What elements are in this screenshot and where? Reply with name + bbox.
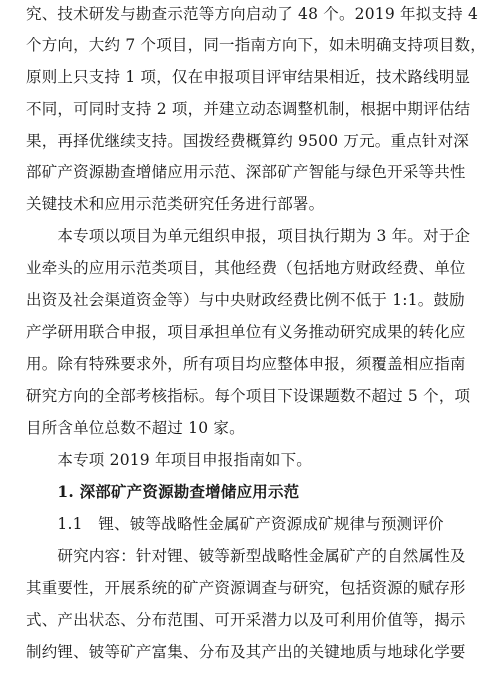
text-line: 用。除有特殊要求外，所有项目均应整体申报，须覆盖相应指南 bbox=[26, 355, 466, 373]
text-line: 产学研用联合申报，项目承担单位有义务推动研究成果的转化应 bbox=[26, 323, 466, 341]
text-line: 个方向，大约 7 个项目，同一指南方向下，如未明确支持项目数， bbox=[26, 36, 486, 54]
text-line: 不同，可同时支持 2 项，并建立动态调整机制，根据中期评估结 bbox=[26, 100, 471, 118]
text-line: 出资及社会渠道资金等）与中央财政经费比例不低于 1:1。鼓励 bbox=[26, 291, 465, 309]
text-line: 研究方向的全部考核指标。每个项目下设课题数不超过 5 个，项 bbox=[26, 387, 471, 405]
subsection-heading: 1.1 锂、铍等战略性金属矿产资源成矿规律与预测评价 bbox=[26, 515, 444, 533]
text-line: 究、技术研发与勘查示范等方向启动了 48 个。2019 年拟支持 4 bbox=[26, 5, 479, 23]
text-line: 目所含单位总数不超过 10 家。 bbox=[26, 419, 245, 437]
text-line: 果，再择优继续支持。国拨经费概算约 9500 万元。重点针对深 bbox=[26, 132, 470, 150]
text-line: 制约锂、铍等矿产富集、分布及其产出的关键地质与地球化学要 bbox=[26, 643, 466, 661]
section-heading: 1. 深部矿产资源勘查增储应用示范 bbox=[26, 482, 300, 501]
text-line: 原则上只支持 1 项，仅在申报项目评审结果相近，技术路线明显 bbox=[26, 68, 471, 86]
text-line: 研究内容：针对锂、铍等新型战略性金属矿产的自然属性及 bbox=[26, 547, 466, 565]
text-line: 式、产出状态、分布范围、可开采潜力以及可利用价值等，揭示 bbox=[26, 611, 466, 629]
text-line: 本专项以项目为单元组织申报，项目执行期为 3 年。对于企 bbox=[26, 227, 471, 245]
text-line: 关键技术和应用示范类研究任务进行部署。 bbox=[26, 195, 325, 213]
text-line: 本专项 2019 年项目申报指南如下。 bbox=[26, 451, 313, 469]
text-line: 部矿产资源勘查增储应用示范、深部矿产智能与绿色开采等共性 bbox=[26, 163, 466, 181]
text-line: 业牵头的应用示范类项目，其他经费（包括地方财政经费、单位 bbox=[26, 259, 466, 277]
text-line: 其重要性，开展系统的矿产资源调查与研究，包括资源的赋存形 bbox=[26, 579, 466, 597]
